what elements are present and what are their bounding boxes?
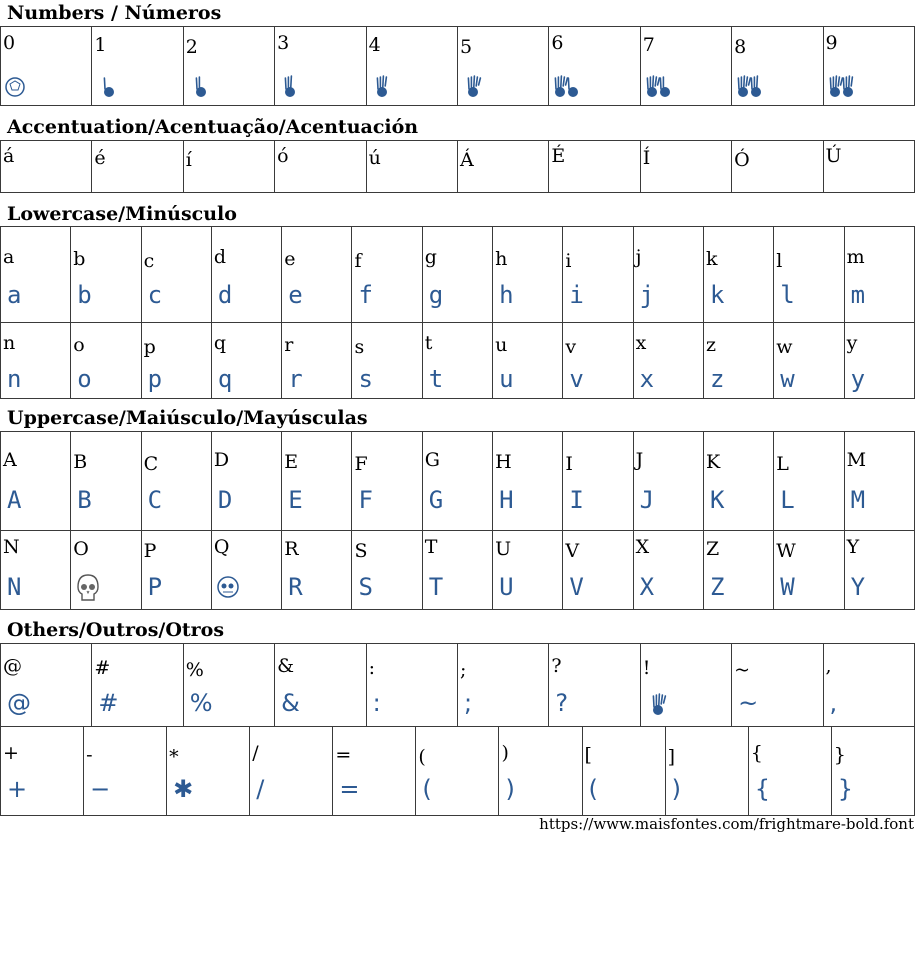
skeleton-hand-exclaim-icon: [645, 689, 675, 719]
glyph-cell: [92, 27, 183, 106]
glyph-cell: [703, 227, 773, 323]
glyph-sample: ;: [463, 689, 473, 717]
glyph-sample: ✱: [173, 775, 194, 803]
glyph-cell: [774, 531, 844, 610]
cell-label: T: [424, 536, 438, 558]
glyph-sample: n: [7, 365, 22, 393]
cell-label: A: [3, 449, 17, 471]
cell-label: z: [705, 334, 716, 356]
glyph-cell: [457, 27, 548, 106]
glyph-cell: [366, 141, 457, 193]
glyph-cell: [493, 227, 563, 323]
cell-label: I: [565, 453, 573, 475]
cell-label: 1: [94, 34, 107, 56]
glyph-cell: [823, 644, 914, 727]
glyph-sample: S: [358, 573, 373, 601]
glyph-sample: U: [499, 573, 514, 601]
glyph-cell: [493, 432, 563, 531]
glyph-cell: [640, 644, 731, 727]
glyph-cell: [282, 432, 352, 531]
skeleton-hand-4-icon: [371, 71, 401, 101]
cell-label: Á: [459, 149, 474, 171]
glyph-cell: [71, 227, 141, 323]
cell-label: =: [335, 744, 352, 766]
glyph-sample: &: [281, 689, 300, 717]
glyph-sample: T: [428, 573, 444, 601]
cell-label: 3: [277, 32, 290, 54]
glyph-cell: [1, 727, 84, 816]
glyph-sample: P: [147, 573, 163, 601]
glyph-cell: [92, 644, 183, 727]
glyph-sample: i: [569, 281, 584, 309]
glyph-cell: [493, 323, 563, 399]
glyph-sample: w: [780, 365, 795, 393]
numbers-section-title: Numbers / Números: [7, 2, 222, 24]
cell-label: Y: [846, 536, 860, 558]
glyph-cell: [71, 432, 141, 531]
cell-label: o: [73, 334, 85, 356]
cell-label: Ó: [734, 149, 750, 171]
glyph-sample: I: [569, 486, 584, 514]
cell-label: b: [73, 248, 86, 270]
glyph-cell: [416, 727, 499, 816]
glyph-sample: d: [217, 281, 233, 309]
cell-label: ): [501, 742, 509, 764]
cell-label: y: [846, 332, 858, 354]
cell-label: V: [565, 540, 580, 562]
cell-label: 4: [368, 34, 381, 56]
glyph-cell: [1, 27, 92, 106]
accents-table: [0, 140, 915, 193]
cell-label: S: [354, 540, 368, 562]
glyph-cell: [633, 323, 703, 399]
cell-label: 5: [459, 36, 473, 58]
cell-label: e: [284, 248, 296, 270]
glyph-cell: [1, 432, 71, 531]
glyph-cell: [141, 531, 211, 610]
cell-label: ]: [667, 746, 676, 768]
skeleton-hands-6-icon: [553, 71, 583, 101]
glyph-cell: [633, 432, 703, 531]
cell-label: g: [424, 246, 437, 268]
glyph-sample: l: [780, 281, 795, 309]
glyph-cell: [275, 27, 366, 106]
glyph-cell: [1, 644, 92, 727]
glyph-cell: [422, 432, 492, 531]
glyph-cell: [640, 141, 731, 193]
glyph-cell: [665, 727, 748, 816]
cell-label: 2: [185, 36, 198, 58]
cell-label: }: [833, 744, 846, 766]
glyph-cell: [823, 141, 914, 193]
cell-label: á: [3, 145, 15, 167]
cell-label: :: [368, 657, 375, 679]
cell-label: U: [495, 538, 512, 560]
cell-label: 8: [734, 36, 747, 58]
glyph-cell: [250, 727, 333, 816]
cell-label: x: [635, 332, 647, 354]
cell-label: %: [185, 659, 204, 681]
cell-label: !: [642, 657, 651, 679]
glyph-sample: :: [372, 689, 381, 717]
glyph-cell: [211, 323, 281, 399]
cell-label: [: [584, 744, 592, 766]
glyph-cell: [774, 227, 844, 323]
glyph-cell: [141, 323, 211, 399]
cell-label: O: [73, 538, 89, 560]
glyph-cell: [275, 644, 366, 727]
skeleton-hands-7-icon: [645, 71, 675, 101]
cell-label: j: [635, 246, 642, 268]
glyph-cell: [549, 644, 640, 727]
glyph-cell: [703, 432, 773, 531]
glyph-cell: [633, 531, 703, 610]
glyph-cell: [211, 227, 281, 323]
cell-label: L: [776, 453, 789, 475]
glyph-sample: A: [7, 486, 22, 514]
uppercase-section-title: Uppercase/Maiúsculo/Mayúsculas: [7, 407, 368, 429]
cell-label: f: [354, 250, 362, 272]
glyph-cell: [703, 323, 773, 399]
glyph-cell: [549, 27, 640, 106]
glyph-cell: [823, 27, 914, 106]
glyph-sample: u: [499, 365, 514, 393]
glyph-sample: h: [499, 281, 514, 309]
glyph-sample: N: [7, 573, 22, 601]
glyph-cell: [141, 432, 211, 531]
glyph-cell: [71, 531, 141, 610]
cell-label: é: [94, 147, 106, 169]
glyph-cell: [282, 323, 352, 399]
glyph-cell: [457, 644, 548, 727]
glyph-cell: [211, 432, 281, 531]
cell-label: a: [3, 246, 15, 268]
glyph-sample: q: [217, 365, 233, 393]
glyph-cell: [457, 141, 548, 193]
cell-label: ~: [734, 659, 751, 681]
cell-label: 6: [551, 32, 564, 54]
cell-label: d: [213, 246, 227, 268]
cell-label: /: [252, 742, 259, 764]
glyph-cell: [422, 323, 492, 399]
cell-label: C: [143, 453, 159, 475]
cell-label: R: [284, 538, 299, 560]
glyph-cell: [183, 141, 274, 193]
skeleton-hand-1-icon: [96, 71, 126, 101]
skeleton-hand-3-icon: [279, 71, 309, 101]
glyph-cell: [167, 727, 250, 816]
glyph-sample: G: [428, 486, 444, 514]
glyph-cell: [844, 227, 914, 323]
glyph-sample: L: [780, 486, 795, 514]
cell-label: t: [424, 332, 433, 354]
cell-label: ?: [551, 655, 562, 677]
glyph-sample: J: [639, 486, 655, 514]
glyph-cell: [732, 141, 823, 193]
glyph-cell: [352, 227, 422, 323]
glyph-sample: e: [288, 281, 303, 309]
glyph-sample: W: [780, 573, 795, 601]
glyph-sample: p: [147, 365, 163, 393]
glyph-cell: [282, 531, 352, 610]
glyph-cell: [493, 531, 563, 610]
cell-label: ;: [459, 659, 467, 681]
lowercase-table: [0, 226, 915, 399]
glyph-cell: [563, 531, 633, 610]
glyph-sample: v: [569, 365, 584, 393]
uppercase-table: [0, 431, 915, 610]
glyph-cell: [499, 727, 582, 816]
glyph-cell: [831, 727, 914, 816]
cell-label: v: [565, 336, 577, 358]
glyph-cell: [582, 727, 665, 816]
cell-label: B: [73, 451, 88, 473]
glyph-cell: [71, 323, 141, 399]
cell-label: h: [495, 248, 508, 270]
glyph-cell: [183, 644, 274, 727]
glyph-sample: (: [588, 775, 598, 803]
glyph-cell: [732, 27, 823, 106]
glyph-cell: [366, 644, 457, 727]
glyph-cell: [748, 727, 831, 816]
cell-label: i: [565, 250, 572, 272]
glyph-sample: V: [569, 573, 584, 601]
glyph-cell: [732, 644, 823, 727]
glyph-sample: F: [358, 486, 373, 514]
glyph-sample: M: [850, 486, 866, 514]
glyph-cell: [422, 227, 492, 323]
skeleton-hands-9-icon: [828, 71, 858, 101]
skeleton-hand-5-icon: [462, 71, 492, 101]
glyph-sample: }: [837, 775, 854, 803]
glyph-cell: [563, 323, 633, 399]
cell-label: P: [143, 540, 157, 562]
cell-label: E: [284, 451, 299, 473]
glyph-cell: [633, 227, 703, 323]
glyph-cell: [1, 227, 71, 323]
glyph-sample: ?: [555, 689, 569, 717]
glyph-cell: [211, 531, 281, 610]
cell-label: N: [3, 536, 20, 558]
cell-label: Í: [642, 147, 651, 169]
glyph-cell: [92, 141, 183, 193]
glyph-sample: s: [358, 365, 373, 393]
cell-label: k: [705, 248, 718, 270]
cell-label: q: [213, 332, 227, 354]
glyph-sample: ): [671, 775, 681, 803]
glyph-sample: %: [189, 689, 213, 717]
cell-label: @: [3, 655, 22, 677]
cell-label: í: [185, 149, 192, 171]
numbers-table: [0, 26, 915, 106]
skull-circle-icon: [5, 71, 35, 101]
glyph-cell: [844, 323, 914, 399]
glyph-cell: [844, 432, 914, 531]
skull-icon: [75, 573, 105, 603]
cell-label: 7: [642, 34, 655, 56]
cell-label: {: [750, 742, 763, 764]
glyph-sample: t: [428, 365, 444, 393]
glyph-sample: D: [217, 486, 233, 514]
cell-label: Z: [705, 538, 720, 560]
glyph-sample: y: [850, 365, 866, 393]
others-table-1: [0, 643, 915, 727]
cell-label: Ú: [825, 145, 842, 167]
cell-label: 9: [825, 32, 838, 54]
accents-section-title: Accentuation/Acentuação/Acentuación: [7, 116, 419, 138]
cell-label: c: [143, 250, 155, 272]
glyph-cell: [563, 432, 633, 531]
glyph-sample: X: [639, 573, 655, 601]
cell-label: w: [776, 336, 793, 358]
glyph-sample: g: [428, 281, 444, 309]
glyph-sample: Z: [709, 573, 725, 601]
glyph-cell: [352, 531, 422, 610]
cell-label: (: [418, 746, 426, 768]
glyph-cell: [1, 323, 71, 399]
cell-label: r: [284, 334, 294, 356]
glyph-cell: [640, 27, 731, 106]
lowercase-section-title: Lowercase/Minúsculo: [7, 203, 237, 225]
glyph-sample: K: [709, 486, 725, 514]
glyph-sample: −: [90, 775, 111, 803]
source-url: https://www.maisfontes.com/frightmare-bold.font: [539, 815, 914, 833]
cell-label: ú: [368, 147, 381, 169]
glyph-sample: b: [77, 281, 92, 309]
cell-label: s: [354, 336, 365, 358]
cell-label: G: [424, 449, 440, 471]
cell-label: X: [635, 536, 650, 558]
glyph-sample: H: [499, 486, 514, 514]
skeleton-hands-8-icon: [736, 71, 766, 101]
glyph-cell: [84, 727, 167, 816]
glyph-sample: {: [754, 775, 770, 803]
cell-label: ó: [277, 145, 289, 167]
cell-label: J: [635, 449, 644, 471]
glyph-cell: [366, 27, 457, 106]
cell-label: n: [3, 332, 16, 354]
glyph-sample: ): [505, 775, 515, 803]
glyph-sample: a: [7, 281, 22, 309]
skeleton-hand-2-icon: [188, 71, 218, 101]
cell-label: É: [551, 145, 566, 167]
cell-label: H: [495, 451, 512, 473]
glyph-sample: E: [288, 486, 303, 514]
glyph-sample: ,: [829, 689, 838, 717]
cell-label: ,: [825, 655, 832, 677]
glyph-cell: [1, 531, 71, 610]
glyph-sample: z: [709, 365, 725, 393]
cell-label: l: [776, 250, 783, 272]
cell-label: &: [277, 655, 295, 677]
glyph-sample: B: [77, 486, 92, 514]
glyph-cell: [352, 432, 422, 531]
glyph-sample: f: [358, 281, 373, 309]
glyph-cell: [563, 227, 633, 323]
glyph-sample: k: [709, 281, 725, 309]
glyph-sample: Y: [850, 573, 866, 601]
glyph-sample: x: [639, 365, 655, 393]
glyph-cell: [352, 323, 422, 399]
glyph-cell: [549, 141, 640, 193]
cell-label: p: [143, 336, 156, 358]
glyph-cell: [333, 727, 416, 816]
glyph-sample: j: [639, 281, 655, 309]
cell-label: *: [169, 746, 179, 768]
glyph-sample: ~: [738, 689, 759, 717]
cell-label: D: [213, 449, 230, 471]
cell-label: -: [86, 744, 93, 766]
cell-label: #: [94, 657, 111, 679]
glyph-sample: =: [339, 775, 360, 803]
glyph-cell: [774, 323, 844, 399]
glyph-sample: #: [98, 689, 119, 717]
glyph-sample: C: [147, 486, 163, 514]
cell-label: m: [846, 246, 865, 268]
glyph-sample: o: [77, 365, 92, 393]
cell-label: F: [354, 453, 368, 475]
glyph-cell: [282, 227, 352, 323]
glyph-sample: @: [7, 689, 31, 717]
cell-label: 0: [3, 32, 16, 54]
glyph-cell: [703, 531, 773, 610]
skull-small-icon: [216, 573, 246, 603]
glyph-cell: [422, 531, 492, 610]
cell-label: W: [776, 540, 796, 562]
glyph-cell: [183, 27, 274, 106]
glyph-sample: m: [850, 281, 866, 309]
glyph-sample: r: [288, 365, 303, 393]
glyph-cell: [844, 531, 914, 610]
glyph-sample: /: [256, 775, 265, 803]
glyph-sample: (: [422, 775, 432, 803]
glyph-cell: [141, 227, 211, 323]
others-table-2: [0, 726, 915, 816]
glyph-cell: [275, 141, 366, 193]
cell-label: M: [846, 449, 867, 471]
glyph-cell: [774, 432, 844, 531]
glyph-sample: c: [147, 281, 163, 309]
cell-label: Q: [213, 536, 230, 558]
cell-label: +: [3, 742, 19, 764]
glyph-sample: R: [288, 573, 303, 601]
others-section-title: Others/Outros/Otros: [7, 619, 225, 641]
glyph-sample: +: [7, 775, 28, 803]
cell-label: K: [705, 451, 721, 473]
glyph-cell: [1, 141, 92, 193]
cell-label: u: [495, 334, 508, 356]
